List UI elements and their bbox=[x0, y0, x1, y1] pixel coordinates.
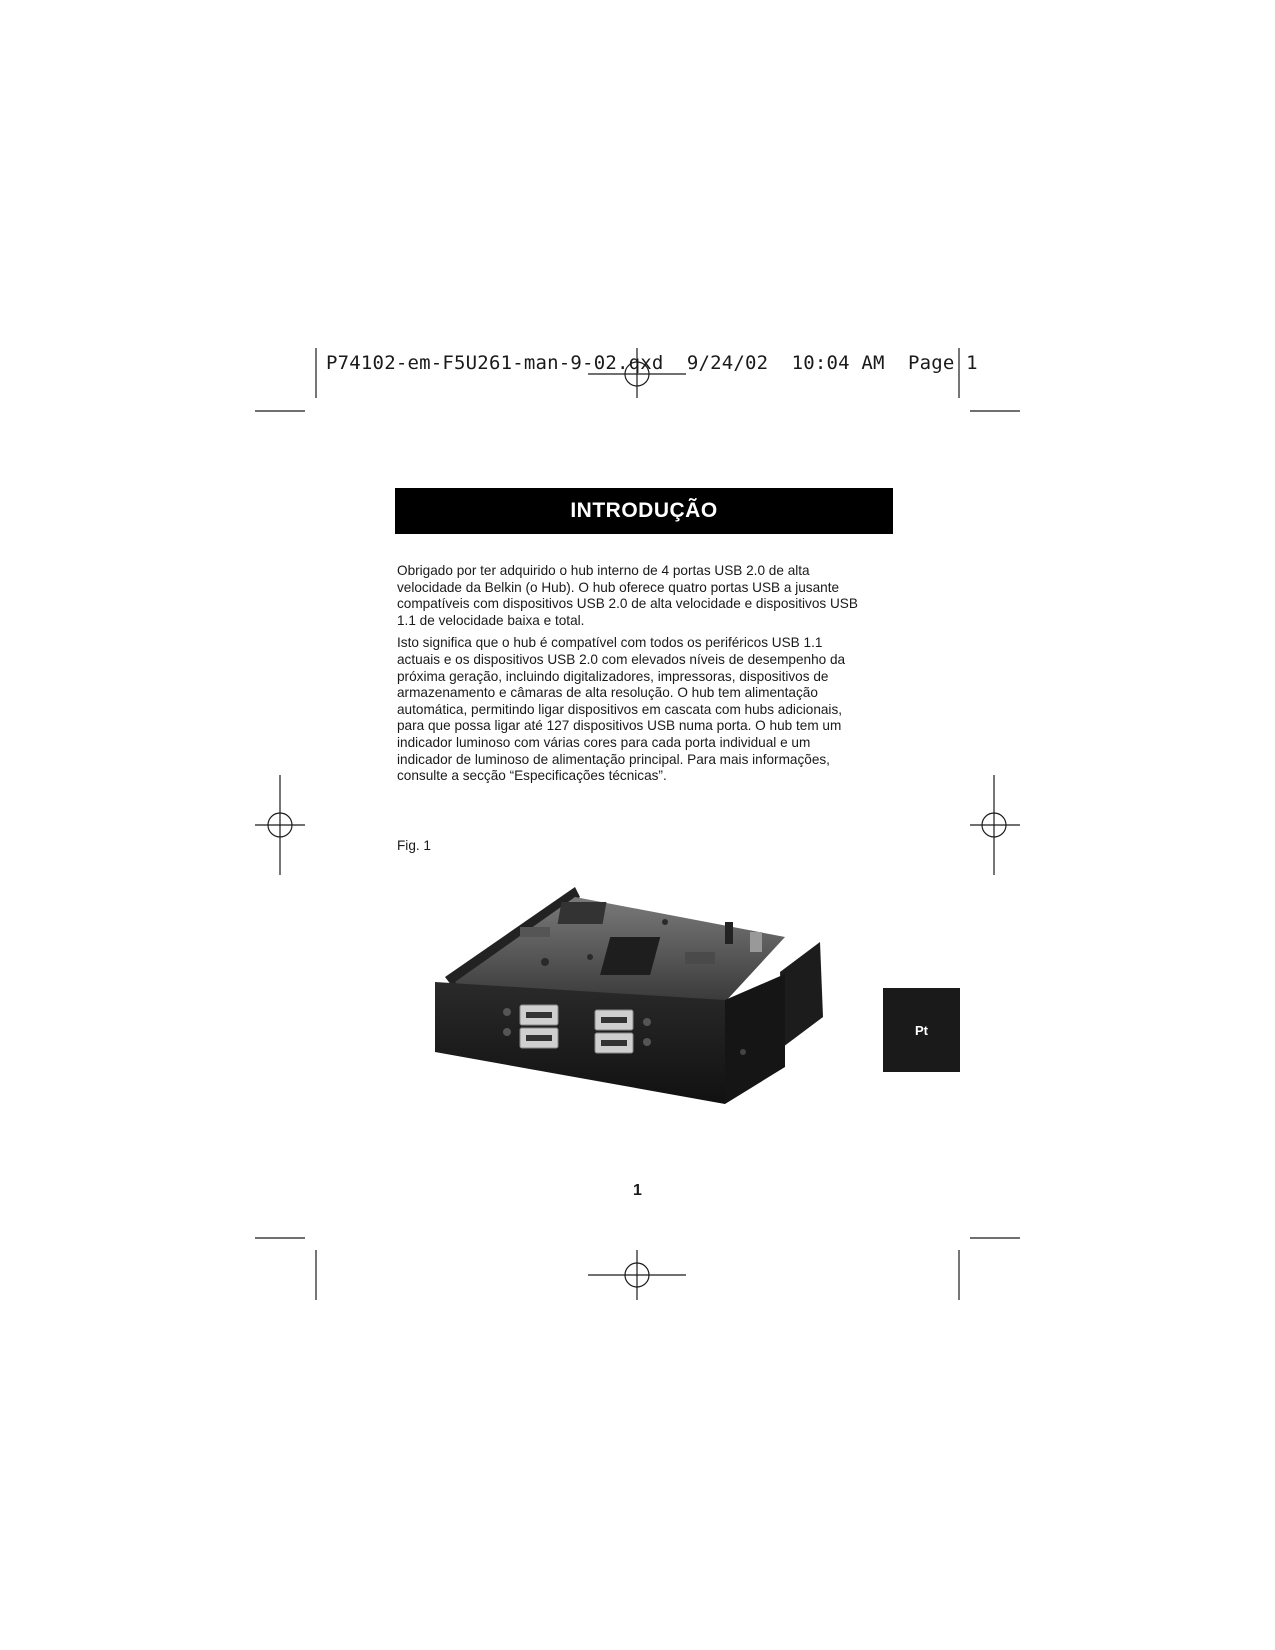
slug-date: 9/24/02 bbox=[686, 352, 769, 374]
registration-mark-left bbox=[255, 775, 305, 875]
body-text bbox=[397, 563, 865, 791]
paragraph-details: Isto significa que o hub é compatível com todos os periféricos USB 1.1 actuais e os dispositivos USB 2.0 com elevados níveis de desempenho da próxima geração, incluindo digitalizadores, impressoras, dispositivos de armazenamento e câmaras de alta resolução. O hub tem alimentação automática, permitindo ligar dispositivos em cascata com hubs adicionais, para que possa ligar até 127 dispositivos USB numa porta. O hub tem um indicador luminoso com várias cores para cada porta individual e um indicador de luminoso de alimentação principal. Para mais informações, consulte a secção “Especificações técnicas”. bbox=[397, 635, 846, 784]
language-tab-label: Pt bbox=[915, 1022, 928, 1038]
registration-mark-top bbox=[588, 348, 686, 398]
front-panel bbox=[435, 982, 725, 1104]
registration-mark-bottom bbox=[588, 1250, 686, 1300]
registration-mark-right bbox=[970, 775, 1020, 875]
section-title-banner bbox=[395, 488, 893, 534]
slug-filename: P74102-em-F5U261-man-9-02.qxd bbox=[326, 352, 664, 374]
paragraph-intro: Obrigado por ter adquirido o hub interno de 4 portas USB 2.0 de alta velocidade da Belkin (o Hub). O hub oferece quatro portas USB a jusante compatíveis com dispositivos USB 2.0 de alta velocidade e dispositivos USB 1.1 de velocidade baixa e total. bbox=[397, 563, 858, 628]
section-title: INTRODUÇÃO bbox=[570, 499, 718, 522]
mounting-screw bbox=[740, 1049, 746, 1055]
front-panel-side bbox=[725, 974, 785, 1104]
figure-label: Fig. 1 bbox=[397, 838, 431, 853]
usb-hub-illustration bbox=[425, 882, 835, 1122]
slug-page: Page 1 bbox=[907, 352, 978, 374]
page-number: 1 bbox=[633, 1182, 642, 1199]
slug-time: 10:04 AM bbox=[791, 352, 885, 374]
right-side-wall bbox=[780, 942, 823, 1047]
language-tab bbox=[883, 988, 960, 1072]
